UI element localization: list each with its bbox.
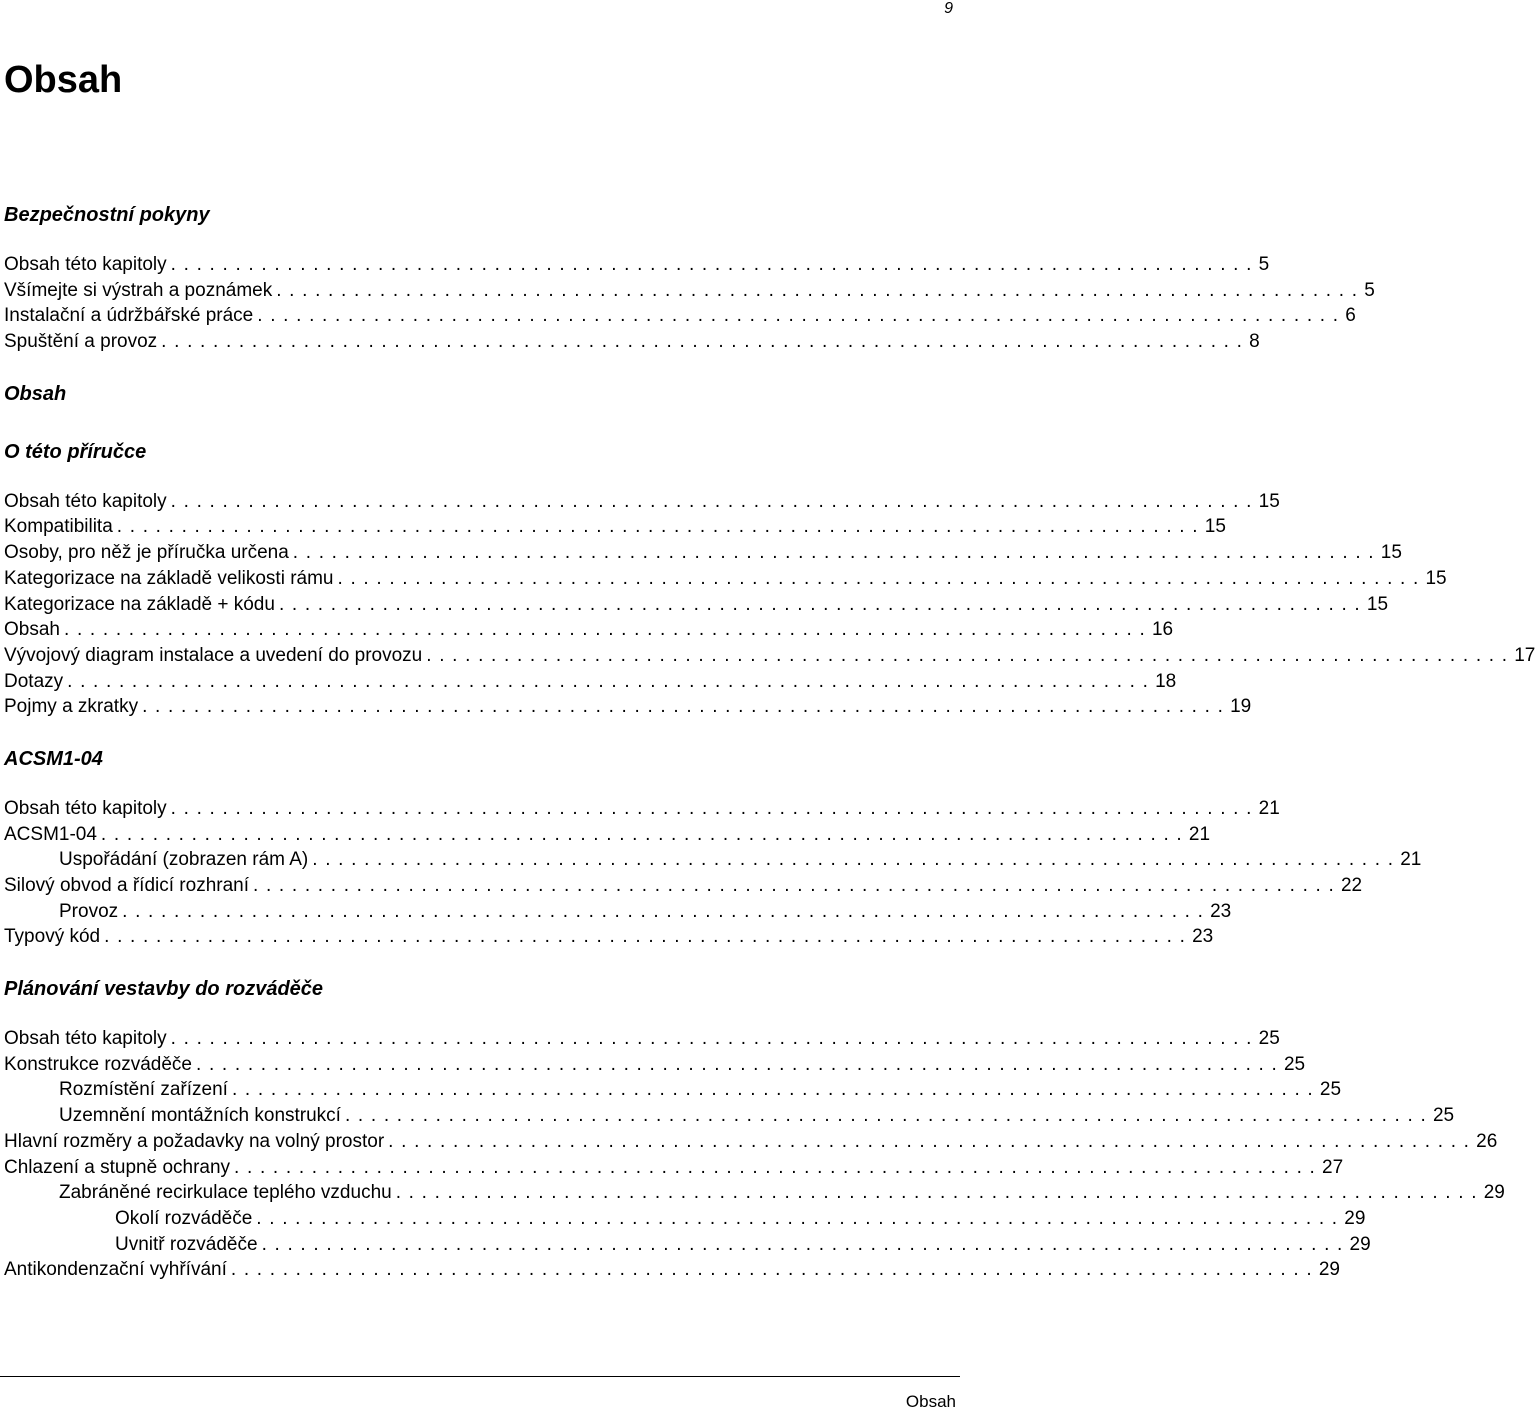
dot-leader: . . . . . . . . . . . . . . . . . . . . . . . . . . . . . . . . . . . . . . . . . . . . . . . . . . . . . . . . . . . . . . . . . . . . . . . . . . . . . . . . . . . . [104,926,1187,948]
page-number: 9 [944,0,953,17]
toc-entry-label: Provoz [59,900,119,922]
toc-entry[interactable] [4,329,1260,355]
dot-leader: . . . . . . . . . . . . . . . . . . . . . . . . . . . . . . . . . . . . . . . . . . . . . . . . . . . . . . . . . . . . . . . . . . . . . . . . . . . . . . . . . . . . [256,1207,1339,1229]
toc-entry-label: Pojmy a zkratky [4,696,139,718]
toc-entry[interactable] [4,643,1535,669]
dot-leader: . . . . . . . . . . . . . . . . . . . . . . . . . . . . . . . . . . . . . . . . . . . . . . . . . . . . . . . . . . . . . . . . . . . . . . . . . . . . . . . . . . . . [170,254,1253,275]
toc-entry[interactable] [4,566,1447,592]
toc-entry-page: 19 [1230,696,1252,718]
toc-entry-page: 15 [1204,516,1226,538]
toc-entry[interactable] [4,1052,1306,1078]
toc-entry[interactable] [4,278,1375,304]
toc-entry-page: 25 [1283,1053,1306,1075]
toc-entry-page: 25 [1432,1105,1455,1127]
toc-entry[interactable] [4,1155,1344,1181]
section-title: ACSM1-04 [4,747,103,770]
dot-leader: . . . . . . . . . . . . . . . . . . . . . . . . . . . . . . . . . . . . . . . . . . . . . . . . . . . . . . . . . . . . . . . . . . . . . . . . . . . . . . . . . . . . [230,1259,1313,1281]
toc-entry[interactable] [4,1129,1498,1155]
toc-entry-label: Chlazení a stupně ochrany [4,1156,231,1178]
toc-entry-page: 23 [1192,926,1214,948]
toc-entry-label: Obsah této kapitoly [4,254,167,275]
toc-entry[interactable] [4,303,1356,329]
dot-leader: . . . . . . . . . . . . . . . . . . . . . . . . . . . . . . . . . . . . . . . . . . . . . . . . . . . . . . . . . . . . . . . . . . . . . . . . . . . . . . . . . . . . [234,1156,1317,1178]
dot-leader: . . . . . . . . . . . . . . . . . . . . . . . . . . . . . . . . . . . . . . . . . . . . . . . . . . . . . . . . . . . . . . . . . . . . . . . . . . . . . . . . . . . . [122,900,1205,922]
toc-entry[interactable] [4,1257,1340,1283]
dot-leader: . . . . . . . . . . . . . . . . . . . . . . . . . . . . . . . . . . . . . . . . . . . . . . . . . . . . . . . . . . . . . . . . . . . . . . . . . . . . . . . . . . . . [100,823,1183,845]
toc-entry-page: 29 [1344,1207,1366,1229]
toc-entry-label: Typový kód [4,926,101,948]
toc-entry-page: 22 [1340,875,1363,896]
dot-leader: . . . . . . . . . . . . . . . . . . . . . . . . . . . . . . . . . . . . . . . . . . . . . . . . . . . . . . . . . . . . . . . . . . . . . . . . . . . . . . . . . . . . [67,670,1150,692]
section-title: Bezpečnostní pokyny [4,204,210,226]
toc-entry-page: 15 [1366,593,1389,615]
dot-leader: . . . . . . . . . . . . . . . . . . . . . . . . . . . . . . . . . . . . . . . . . . . . . . . . . . . . . . . . . . . . . . . . . . . . . . . . . . . . . . . . . . . . [231,1079,1314,1101]
toc-entry-label: Osoby, pro něž je příručka určena [4,542,289,564]
toc-entry-label: Uvnitř rozváděče [115,1233,258,1255]
toc-entry[interactable] [4,822,1211,848]
dot-leader: . . . . . . . . . . . . . . . . . . . . . . . . . . . . . . . . . . . . . . . . . . . . . . . . . . . . . . . . . . . . . . . . . . . . . . . . . . . . . . . . . . . . [161,331,1244,353]
toc-entry[interactable] [4,847,1422,873]
toc-entry-page: 16 [1151,619,1174,641]
toc-entry[interactable] [4,1026,1280,1052]
dot-leader: . . . . . . . . . . . . . . . . . . . . . . . . . . . . . . . . . . . . . . . . . . . . . . . . . . . . . . . . . . . . . . . . . . . . . . . . . . . . . . . . . . . . [196,1053,1278,1075]
toc-entry-page: 29 [1349,1233,1371,1255]
toc-section [4,433,1535,720]
toc-entry[interactable] [4,924,1214,950]
toc-entry[interactable] [4,1103,1455,1129]
toc-entry-page: 15 [1425,567,1447,589]
dot-leader: . . . . . . . . . . . . . . . . . . . . . . . . . . . . . . . . . . . . . . . . . . . . . . . . . . . . . . . . . . . . . . . . . . . . . . . . . . . . . . . . . . . . [312,849,1395,871]
toc-entry-page: 25 [1319,1079,1342,1101]
toc-entry-label: Obsah této kapitoly [4,1028,167,1050]
footer-divider [0,1376,960,1377]
dot-leader: . . . . . . . . . . . . . . . . . . . . . . . . . . . . . . . . . . . . . . . . . . . . . . . . . . . . . . . . . . . . . . . . . . . . . . . . . . . . . . . . . . . . [261,1233,1344,1255]
toc-entry-label: Obsah [4,619,60,641]
toc-entry-label: Instalační a údržbářské práce [4,305,254,327]
dot-leader: . . . . . . . . . . . . . . . . . . . . . . . . . . . . . . . . . . . . . . . . . . . . . . . . . . . . . . . . . . . . . . . . . . . . . . . . . . . . . . . . . . . . [395,1182,1478,1204]
toc-entry-label: Obsah této kapitoly [4,797,167,819]
toc-entry[interactable] [4,899,1232,925]
dot-leader: . . . . . . . . . . . . . . . . . . . . . . . . . . . . . . . . . . . . . . . . . . . . . . . . . . . . . . . . . . . . . . . . . . . . . . . . . . . . . . . . . . . . [276,279,1359,301]
dot-leader: . . . . . . . . . . . . . . . . . . . . . . . . . . . . . . . . . . . . . . . . . . . . . . . . . . . . . . . . . . . . . . . . . . . . . . . . . . . . . . . . . . . . [170,797,1253,819]
section-title: O této příručce [4,440,147,463]
toc-entry-label: Zabráněné recirkulace teplého vzduchu [59,1182,392,1204]
toc-entry-page: 26 [1476,1130,1498,1152]
toc-entry-page: 18 [1155,670,1177,692]
toc-entry-label: ACSM1-04 [4,823,97,845]
toc-entry-label: Všímejte si výstrah a poznámek [4,279,273,301]
toc-entry-page: 21 [1400,849,1422,871]
toc-entry-label: Kompatibilita [4,516,113,538]
toc-entry-label: Antikondenzační vyhřívání [4,1259,227,1281]
toc-section [4,970,1505,1283]
dot-leader: . . . . . . . . . . . . . . . . . . . . . . . . . . . . . . . . . . . . . . . . . . . . . . . . . . . . . . . . . . . . . . . . . . . . . . . . . . . . . . . . . . . . [278,593,1361,615]
toc-entry-page: 29 [1318,1259,1340,1281]
dot-leader: . . . . . . . . . . . . . . . . . . . . . . . . . . . . . . . . . . . . . . . . . . . . . . . . . . . . . . . . . . . . . . . . . . . . . . . . . . . . . . . . . . . . [253,875,1335,896]
dot-leader: . . . . . . . . . . . . . . . . . . . . . . . . . . . . . . . . . . . . . . . . . . . . . . . . . . . . . . . . . . . . . . . . . . . . . . . . . . . . . . . . . . . . [337,567,1420,589]
toc-entry[interactable] [4,1077,1342,1103]
dot-leader: . . . . . . . . . . . . . . . . . . . . . . . . . . . . . . . . . . . . . . . . . . . . . . . . . . . . . . . . . . . . . . . . . . . . . . . . . . . . . . . . . . . . [116,516,1199,538]
toc-entry-label: Hlavní rozměry a požadavky na volný prostor [4,1130,385,1152]
toc-entry-page: 5 [1364,279,1375,301]
toc-section [4,375,956,413]
toc-entry[interactable] [4,514,1226,540]
toc-entry[interactable] [4,694,1252,720]
dot-leader: . . . . . . . . . . . . . . . . . . . . . . . . . . . . . . . . . . . . . . . . . . . . . . . . . . . . . . . . . . . . . . . . . . . . . . . . . . . . . . . . . . . . [388,1130,1471,1152]
toc-entry-page: 25 [1258,1028,1280,1050]
toc-entry-label: Uzemnění montážních konstrukcí [59,1105,341,1127]
toc-entry-label: Okolí rozváděče [115,1207,253,1229]
toc-entry-page: 5 [1258,254,1270,275]
toc-entry[interactable] [4,796,1280,822]
toc-entry-label: Konstrukce rozváděče [4,1053,192,1075]
toc-section [4,740,1422,950]
toc-entry-page: 8 [1249,331,1260,353]
toc-entry-page: 15 [1380,542,1402,564]
toc-entry-label: Obsah této kapitoly [4,490,167,512]
toc-entry[interactable] [4,873,1363,899]
dot-leader: . . . . . . . . . . . . . . . . . . . . . . . . . . . . . . . . . . . . . . . . . . . . . . . . . . . . . . . . . . . . . . . . . . . . . . . . . . . . . . . . . . . . [426,644,1509,666]
dot-leader: . . . . . . . . . . . . . . . . . . . . . . . . . . . . . . . . . . . . . . . . . . . . . . . . . . . . . . . . . . . . . . . . . . . . . . . . . . . . . . . . . . . . [63,619,1146,641]
toc-entry[interactable] [4,1206,1366,1232]
section-title: Plánování vestavby do rozváděče [4,978,324,1001]
footer-label: Obsah [905,1392,956,1411]
dot-leader: . . . . . . . . . . . . . . . . . . . . . . . . . . . . . . . . . . . . . . . . . . . . . . . . . . . . . . . . . . . . . . . . . . . . . . . . . . . . . . . . . . . . [170,490,1253,512]
dot-leader: . . . . . . . . . . . . . . . . . . . . . . . . . . . . . . . . . . . . . . . . . . . . . . . . . . . . . . . . . . . . . . . . . . . . . . . . . . . . . . . . . . . . [257,305,1340,327]
toc-entry-label: Spuštění a provoz [4,331,158,353]
toc-entry-page: 23 [1210,900,1232,922]
toc-entry-label: Vývojový diagram instalace a uvedení do provozu [4,644,423,666]
toc-entry-label: Kategorizace na základě velikosti rámu [4,567,334,589]
toc-entry-page: 6 [1345,305,1356,327]
toc-entry-page: 29 [1483,1182,1505,1204]
toc-entry-page: 21 [1258,797,1280,819]
toc-entry[interactable] [4,489,1280,515]
toc-entry[interactable] [4,592,1389,618]
toc-entry[interactable] [4,252,1270,278]
dot-leader: . . . . . . . . . . . . . . . . . . . . . . . . . . . . . . . . . . . . . . . . . . . . . . . . . . . . . . . . . . . . . . . . . . . . . . . . . . . . . . . . . . . . [170,1028,1253,1050]
toc-entry-page: 21 [1188,823,1211,845]
page-title: Obsah [4,59,123,101]
dot-leader: . . . . . . . . . . . . . . . . . . . . . . . . . . . . . . . . . . . . . . . . . . . . . . . . . . . . . . . . . . . . . . . . . . . . . . . . . . . . . . . . . . . . [344,1105,1427,1127]
toc-entry[interactable] [4,1232,1371,1258]
toc-entry-label: Uspořádání (zobrazen rám A) [59,849,309,871]
table-of-contents [4,196,1535,1303]
toc-section [4,196,1375,355]
section-title: Obsah [4,382,67,405]
dot-leader: . . . . . . . . . . . . . . . . . . . . . . . . . . . . . . . . . . . . . . . . . . . . . . . . . . . . . . . . . . . . . . . . . . . . . . . . . . . . . . . . . . . . [292,542,1375,564]
toc-entry-label: Kategorizace na základě + kódu [4,593,275,615]
toc-entry[interactable] [4,540,1402,566]
toc-entry[interactable] [4,669,1177,695]
toc-entry-label: Rozmístění zařízení [59,1079,228,1101]
toc-entry-page: 27 [1322,1156,1344,1178]
toc-entry-label: Silový obvod a řídicí rozhraní [4,875,250,896]
toc-entry-label: Dotazy [4,670,64,692]
toc-entry-page: 15 [1258,490,1280,512]
toc-entry[interactable] [4,1180,1505,1206]
toc-entry[interactable] [4,617,1174,643]
dot-leader: . . . . . . . . . . . . . . . . . . . . . . . . . . . . . . . . . . . . . . . . . . . . . . . . . . . . . . . . . . . . . . . . . . . . . . . . . . . . . . . . . . . . [142,696,1225,718]
toc-entry-page: 17 [1514,644,1535,666]
